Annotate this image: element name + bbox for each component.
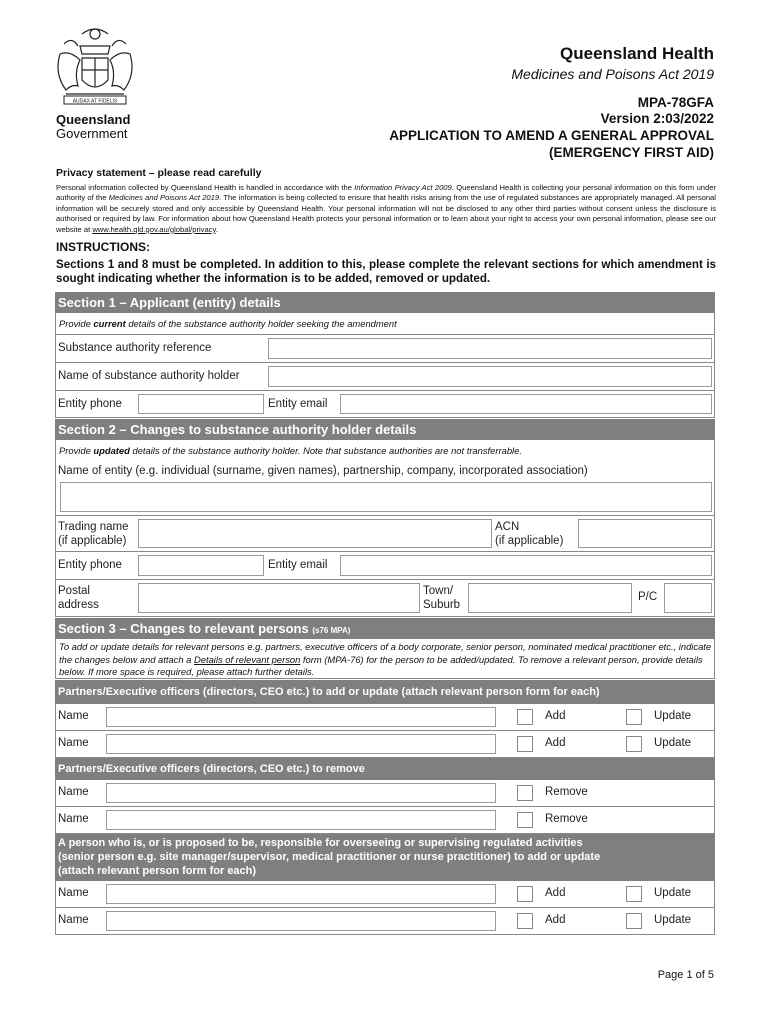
section2-address-row (55, 580, 715, 617)
name-input[interactable] (106, 707, 496, 727)
instructions-text: Sections 1 and 8 must be completed. In addition to this, please complete the relevant sections for which amendment is sought indicating whether the information is to be added, removed or updated. (56, 258, 716, 285)
section1-ref-row (55, 335, 715, 363)
relevant-person-link[interactable]: Details of relevant person (194, 653, 301, 665)
form-title-line1: APPLICATION TO AMEND A GENERAL APPROVAL (389, 128, 714, 143)
remove-label: Remove (545, 786, 588, 798)
update-label: Update (654, 914, 692, 926)
section2-contact-row (55, 552, 715, 580)
add-checkbox[interactable] (517, 736, 533, 752)
update-label: Update (654, 737, 692, 749)
section2-header: Section 2 – Changes to substance authority holder details (55, 419, 715, 440)
sub2-row-1 (55, 780, 715, 807)
update-checkbox[interactable] (626, 736, 642, 752)
town-suburb-label: Town/ Suburb (423, 585, 461, 611)
s2-entity-phone-input[interactable] (138, 555, 264, 576)
sub2-row-2 (55, 807, 715, 834)
entity-name-input[interactable] (60, 482, 712, 512)
section1-contact-row (55, 391, 715, 418)
holder-name-label: Name of substance authority holder (58, 370, 240, 382)
section3-header: Section 3 – Changes to relevant persons (s76 MPA) (55, 618, 715, 639)
name-input[interactable] (106, 884, 496, 904)
acn-input[interactable] (578, 519, 712, 548)
form-title-line2: (EMERGENCY FIRST AID) (548, 145, 714, 160)
privacy-link[interactable]: www.health.qld.gov.au/global/privacy (92, 224, 216, 234)
add-label: Add (545, 914, 566, 926)
holder-name-input[interactable] (268, 366, 712, 387)
privacy-text: Personal information collected by Queensland Health is handled in accordance with the Information Privacy Act 2009. Queensland Health is collecting your personal information on this form under authority of the Medicines and Poisons Act 2019. The information is being collected to ensure that health risks arising from the use of regulated substances are appropriately managed. All personal information will be securely stored and only accessible by Queensland Health. Your personal information will not be disclosed to any other third parties without consent unless the disclosure is authorised or required by law. For information about how Queensland Health protects your personal information or to learn about your right to access your own personal information, please see our website at www.health.qld.gov.au/global/privacy. (56, 183, 717, 234)
section3-sub2-header: Partners/Executive officers (directors, CEO etc.) to remove (55, 758, 715, 780)
update-checkbox[interactable] (626, 709, 642, 725)
sub3-row-2 (55, 908, 715, 935)
form-version: Version 2:03/2022 (600, 111, 714, 126)
name-input[interactable] (106, 734, 496, 754)
sub1-row-2 (55, 731, 715, 758)
act-title: Medicines and Poisons Act 2019 (511, 66, 714, 82)
page-number: Page 1 of 5 (657, 969, 714, 981)
postcode-input[interactable] (664, 583, 712, 613)
logo-sub: Government (56, 126, 128, 141)
entity-phone-input[interactable] (138, 394, 264, 414)
trading-name-input[interactable] (138, 519, 492, 548)
queensland-crest-logo (52, 24, 138, 112)
add-label: Add (545, 737, 566, 749)
section1-note: Provide current details of the substance authority holder seeking the amendment (55, 313, 715, 335)
sub3-row-1 (55, 881, 715, 908)
org-title: Queensland Health (560, 44, 714, 63)
s2-entity-phone-label: Entity phone (58, 559, 122, 571)
section3-note: To add or update details for relevant persons e.g. partners, executive officers of a body corporate, senior person, nominated medical practitioner etc., indicate the changes below and attach a Details of relevant person form (MPA-76) for the person to be added/updated. To remove a relevant person, provide details below. If more space is required, please attach further details. (55, 639, 715, 679)
section2-trading-row (55, 516, 715, 552)
remove-label: Remove (545, 813, 588, 825)
section1-holder-row (55, 363, 715, 391)
trading-name-label: Trading name (if applicable) (58, 521, 129, 547)
update-checkbox[interactable] (626, 913, 642, 929)
remove-checkbox[interactable] (517, 812, 533, 828)
name-label: Name (58, 914, 89, 926)
entity-email-input[interactable] (340, 394, 712, 414)
add-checkbox[interactable] (517, 709, 533, 725)
update-checkbox[interactable] (626, 886, 642, 902)
section3-sub1-header: Partners/Executive officers (directors, CEO etc.) to add or update (attach relevant person form for each) (55, 680, 715, 704)
entity-phone-label: Entity phone (58, 398, 122, 410)
section2-entity-row (55, 462, 715, 516)
town-suburb-input[interactable] (468, 583, 632, 613)
section3-sub3-header: A person who is, or is proposed to be, responsible for overseeing or supervising regulated activities (senior person e.g. site manager/supervisor, medical practitioner or nurse practitioner) to add or update (attach relevant person form for each) (55, 834, 715, 881)
name-input[interactable] (106, 810, 496, 830)
name-input[interactable] (106, 911, 496, 931)
crest-motto: AUDAX AT FIDELIS (72, 98, 118, 105)
entity-name-label: Name of entity (e.g. individual (surname, given names), partnership, company, incorporated association) (58, 465, 588, 477)
name-label: Name (58, 887, 89, 899)
entity-email-label: Entity email (268, 398, 328, 410)
substance-ref-label: Substance authority reference (58, 342, 212, 354)
postal-address-input[interactable] (138, 583, 420, 613)
add-checkbox[interactable] (517, 886, 533, 902)
add-label: Add (545, 887, 566, 899)
name-input[interactable] (106, 783, 496, 803)
instructions-heading: INSTRUCTIONS: (56, 240, 150, 254)
logo-name: Queensland (56, 112, 131, 127)
section1-header: Section 1 – Applicant (entity) details (55, 292, 715, 313)
substance-ref-input[interactable] (268, 338, 712, 359)
postal-address-label: Postal address (58, 585, 99, 611)
s2-entity-email-label: Entity email (268, 559, 328, 571)
remove-checkbox[interactable] (517, 785, 533, 801)
sub1-row-1 (55, 704, 715, 731)
s2-entity-email-input[interactable] (340, 555, 712, 576)
update-label: Update (654, 710, 692, 722)
acn-label: ACN (if applicable) (495, 521, 564, 547)
name-label: Name (58, 737, 89, 749)
name-label: Name (58, 710, 89, 722)
form-code: MPA-78GFA (637, 95, 714, 110)
add-label: Add (545, 710, 566, 722)
update-label: Update (654, 887, 692, 899)
name-label: Name (58, 813, 89, 825)
section2-note: Provide updated details of the substance authority holder. Note that substance authorities are not transferrable. (55, 440, 715, 462)
add-checkbox[interactable] (517, 913, 533, 929)
postcode-label: P/C (638, 591, 658, 603)
privacy-heading: Privacy statement – please read carefully (56, 167, 262, 179)
name-label: Name (58, 786, 89, 798)
